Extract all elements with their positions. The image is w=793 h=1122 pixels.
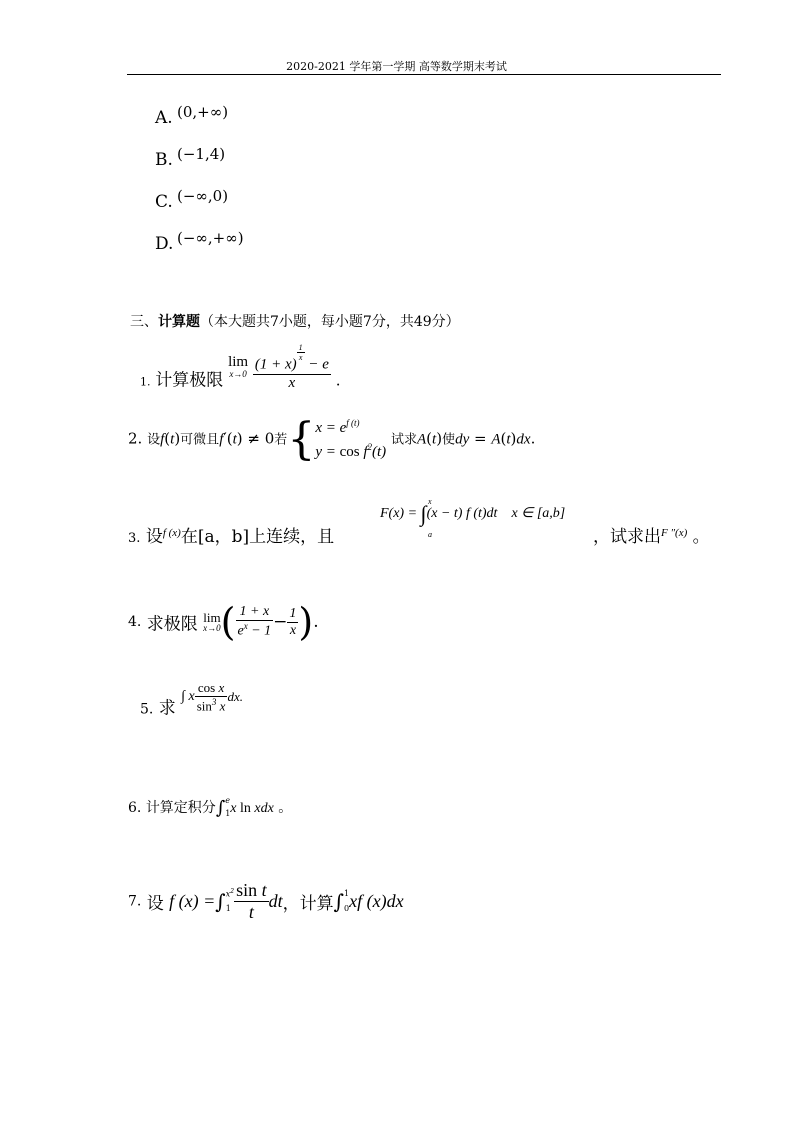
question-text: 计算定积分: [145, 799, 216, 816]
function-definition: f (x) =: [169, 891, 216, 911]
option-value: (0,+∞): [177, 103, 229, 121]
question-end: 。: [692, 527, 710, 547]
question-end: 。: [278, 799, 293, 816]
question-text-c: ，试求出: [593, 527, 661, 547]
parametric-system: $x = e^{f (t)}$ $y = \cos f^2(t)$: [315, 417, 387, 460]
question-text-b: 在[a，b]上连续，且: [180, 527, 335, 547]
question-number: 5.: [140, 701, 154, 718]
question-2: 2. 设f(t)可微且f′(t) ≠ 0若{ $x = e^{f (t)}$ $y = \cos f^2(t)$ 试求A(t)使dy = A(t)dx.: [128, 414, 536, 465]
section-title: 计算题: [158, 314, 200, 330]
question-text-b: ，计算: [282, 894, 334, 914]
question-number: 3.: [128, 531, 141, 546]
section-desc: （本大题共7小题，每小题7分，共49分）: [200, 314, 460, 330]
question-number: 7.: [128, 893, 142, 910]
fraction: (1 + x) $^{\frac{1}{x}}$ − e x: [254, 343, 329, 391]
option-d: [155, 229, 244, 254]
option-label: D.: [155, 234, 174, 254]
question-number: 6.: [128, 799, 142, 816]
question-text: 计算极限: [155, 370, 224, 391]
section-prefix: 三、: [130, 314, 158, 330]
integral-expression: ∫ x: [181, 689, 195, 705]
fraction: $\frac{\text{sin t}}{t}$: [236, 880, 267, 922]
question-number: 1.: [140, 375, 151, 389]
option-a: [155, 103, 229, 128]
brace: {: [287, 414, 316, 465]
header-rule: [127, 74, 721, 75]
option-value: (−1,4): [177, 145, 226, 163]
question-number: 2.: [128, 429, 143, 448]
option-label: C.: [155, 192, 173, 212]
question-text-d: 试求: [390, 432, 417, 448]
lower-limit: a: [428, 530, 432, 539]
upper-limit: x: [428, 497, 432, 506]
option-b: [155, 145, 226, 170]
page-header: 2020-2021 学年第一学期 高等数学期末考试: [286, 60, 507, 73]
question-1: [140, 343, 340, 392]
question-4: 4. 求极限 lim x→0 ( $\frac{1 + x}{e^x - 1}$ − $\frac{1}{x}$ ).: [128, 600, 319, 644]
fraction: $\frac{\text{cos x}}{\sin^3 x}$: [196, 680, 226, 714]
option-value: (−∞,+∞): [177, 229, 244, 247]
fraction: $\frac{1}{x}$: [289, 605, 297, 638]
question-5: $_{5.}$ 求 ∫ x $\frac{\text{cos x}}{\sin^3 x}$ dx.: [140, 680, 243, 719]
integral-definition: F(x) = ∫(x − t) f (t)dt x ∈ [a,b]: [380, 501, 566, 526]
section-heading: [130, 311, 460, 331]
question-6: 6. 计算定积分∫ e 1 x ln xdx 。: [128, 796, 293, 819]
question-text-c: 若: [274, 432, 288, 448]
fraction: $\frac{1 + x}{e^x - 1}$: [237, 604, 272, 639]
question-end: .: [530, 429, 536, 448]
option-c: [155, 187, 229, 212]
limit-operator: lim x→0: [228, 354, 249, 380]
question-number: 4.: [128, 614, 142, 630]
option-value: (−∞,0): [177, 187, 229, 205]
question-text: 求: [158, 698, 176, 719]
question-text-a: 设: [145, 527, 163, 547]
question-3-tail: ，试求出$^{F ''(x)}$ 。: [593, 527, 710, 547]
option-label: B.: [155, 150, 173, 170]
option-label: A.: [155, 108, 173, 128]
question-3: 3. 设$^{f (x)}$在[a，b]上连续，且: [128, 527, 335, 547]
question-text-e: 使: [442, 432, 456, 448]
question-text-a: 设: [146, 894, 164, 914]
question-text-a: 设: [147, 432, 161, 448]
question-7: 7. 设 f (x) =∫ $x^2$ 1 $\frac{\text{sin t}}{t}$ dt，计算∫ 1 0 xf (x)dx: [128, 880, 404, 922]
question-text: 求极限: [146, 614, 198, 635]
question-end: .: [335, 371, 341, 390]
question-text-b: 可微且: [180, 432, 220, 448]
limit-operator: lim x→0: [203, 610, 221, 633]
